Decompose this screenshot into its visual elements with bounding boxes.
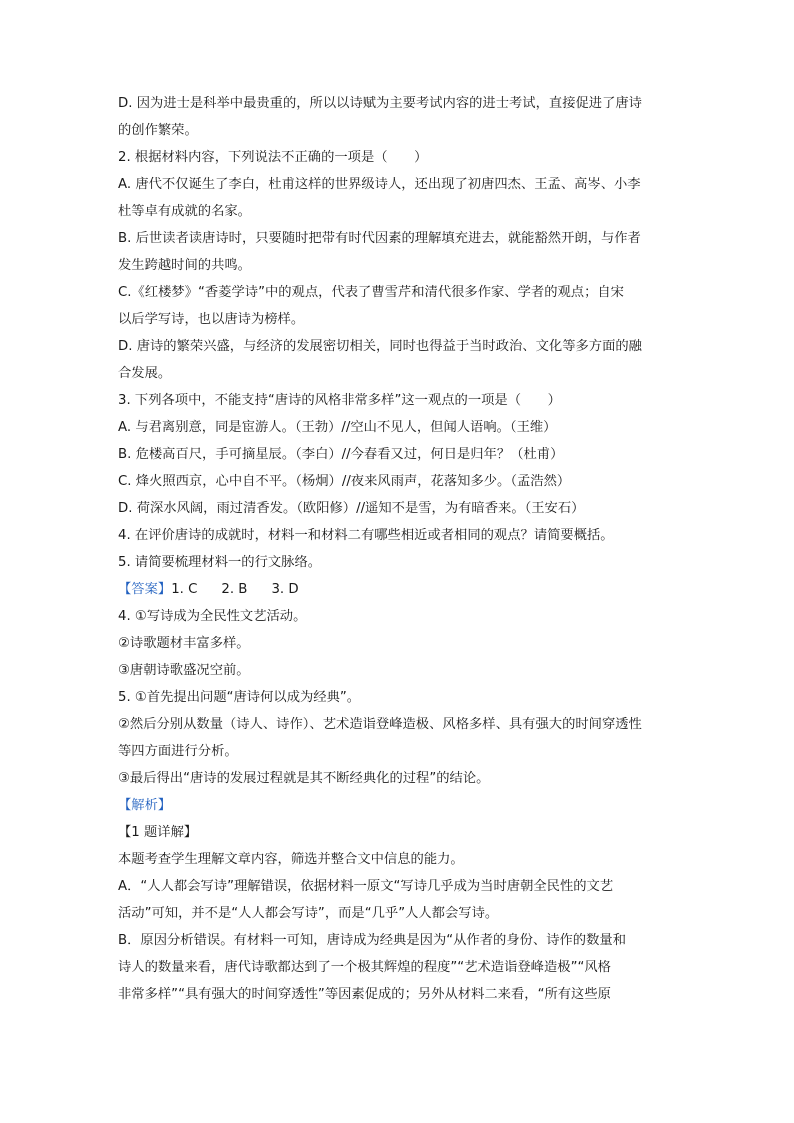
analysis-line: 诗人的数量来看，唐代诗歌都达到了一个极其辉煌的程度”“艺术造诣登峰造极”“风格 bbox=[118, 960, 611, 975]
option-d: D. 唐诗的繁荣兴盛，与经济的发展密切相关，同时也得益于当时政治、文化等多方面的融 bbox=[118, 339, 642, 354]
detail-label: 【1 题详解】 bbox=[118, 825, 198, 840]
question-3: 3. 下列各项中，不能支持“唐诗的风格非常多样”这一观点的一项是（ ） bbox=[118, 393, 561, 408]
question-2: 2. 根据材料内容，下列说法不正确的一项是（ ） bbox=[118, 150, 428, 165]
option-c: C. 烽火照西京，心中自不平。（杨炯）//夜来风雨声，花落知多少。（孟浩然） bbox=[118, 474, 571, 489]
text-line: 以后学写诗，也以唐诗为榜样。 bbox=[118, 312, 305, 327]
option-b: B. 危楼高百尺，手可摘星辰。（李白）//今春看又过，何日是归年？（杜甫） bbox=[118, 447, 564, 462]
analysis-line: B．原因分析错误。有材料一可知，唐诗成为经典是因为“从作者的身份、诗作的数量和 bbox=[118, 933, 626, 948]
analysis-label: 【解析】 bbox=[118, 798, 172, 813]
text-line: D. 因为进士是科举中最贵重的，所以以诗赋为主要考试内容的进士考试，直接促进了唐诗 bbox=[118, 96, 642, 111]
option-c: C.《红楼梦》“香菱学诗”中的观点，代表了曹雪芹和清代很多作家、学者的观点；自宋 bbox=[118, 285, 624, 300]
analysis-line: 非常多样”“具有强大的时间穿透性”等因素促成的；另外从材料二来看，“所有这些原 bbox=[118, 987, 611, 1002]
text-line: 杜等卓有成就的名家。 bbox=[118, 204, 251, 219]
text-line: 发生跨越时间的共鸣。 bbox=[118, 258, 251, 273]
analysis-line: A．“人人都会写诗”理解错误，依据材料一原文“写诗几乎成为当时唐朝全民性的文艺 bbox=[118, 879, 614, 894]
analysis-line: 活动”可知，并不是“人人都会写诗”，而是“几乎”人人都会写诗。 bbox=[118, 906, 499, 921]
analysis-line: 本题考查学生理解文章内容，筛选并整合文中信息的能力。 bbox=[118, 852, 464, 867]
option-d: D. 荷深水风阔，雨过清香发。（欧阳修）//遥知不是雪，为有暗香来。（王安石） bbox=[118, 501, 585, 516]
answer-item: 2. B bbox=[221, 582, 248, 597]
answer-line: ③最后得出“唐诗的发展过程就是其不断经典化的过程”的结论。 bbox=[118, 771, 490, 786]
answer-item: 1. C bbox=[171, 582, 198, 597]
answer-line: 等四方面进行分析。 bbox=[118, 744, 238, 759]
answer-line: 4. ①写诗成为全民性文艺活动。 bbox=[118, 609, 307, 624]
answer-line: ③唐朝诗歌盛况空前。 bbox=[118, 663, 250, 678]
option-a: A. 与君离别意，同是宦游人。（王勃）//空山不见人，但闻人语响。（王维） bbox=[118, 420, 557, 435]
answer-line: ②诗歌题材丰富多样。 bbox=[118, 636, 250, 651]
text-line: 的创作繁荣。 bbox=[118, 123, 198, 138]
question-4: 4. 在评价唐诗的成就时，材料一和材料二有哪些相近或者相同的观点？请简要概括。 bbox=[118, 528, 614, 543]
text-line: 合发展。 bbox=[118, 366, 172, 381]
question-5: 5. 请简要梳理材料一的行文脉络。 bbox=[118, 555, 322, 570]
answer-line: 5. ①首先提出问题“唐诗何以成为经典”。 bbox=[118, 690, 361, 705]
answer-label: 【答案】 bbox=[118, 582, 172, 597]
option-b: B. 后世读者读唐诗时，只要随时把带有时代因素的理解填充进去，就能豁然开朗，与作者 bbox=[118, 231, 641, 246]
option-a: A. 唐代不仅诞生了李白，杜甫这样的世界级诗人，还出现了初唐四杰、王孟、高岑、小李 bbox=[118, 177, 641, 192]
answer-item: 3. D bbox=[271, 582, 299, 597]
answer-row bbox=[118, 580, 678, 600]
answer-line: ②然后分别从数量（诗人、诗作）、艺术造诣登峰造极、风格多样、具有强大的时间穿透性 bbox=[118, 717, 642, 732]
